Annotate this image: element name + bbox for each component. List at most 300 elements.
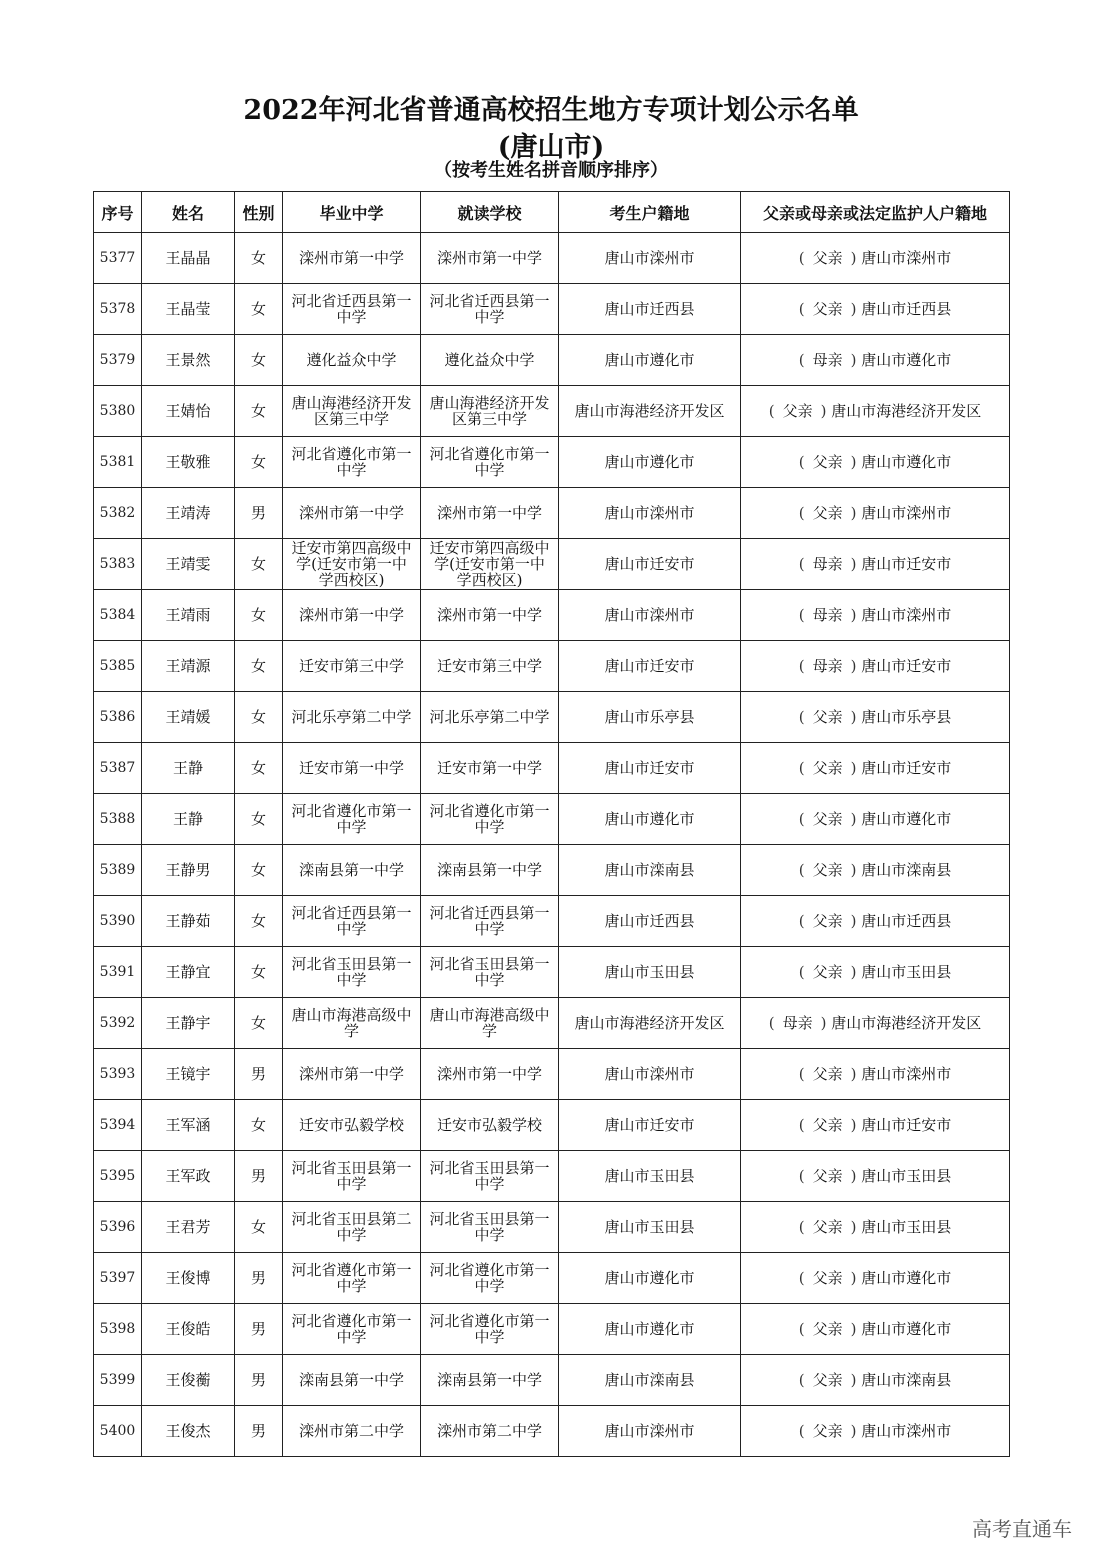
guardian-relation: 父亲: [812, 1218, 843, 1236]
cell-no: 5394: [94, 1100, 142, 1151]
paren-close: ): [850, 810, 857, 828]
paren-close: ): [850, 1269, 857, 1287]
cell-guardian: [741, 386, 1010, 437]
cell-name: 王军政: [142, 1151, 235, 1202]
cell-guardian: [741, 998, 1010, 1049]
header-guardian-hukou: 父亲或母亲或法定监护人户籍地: [741, 192, 1010, 233]
cell-gender: 女: [235, 998, 283, 1049]
guardian-relation: 父亲: [812, 810, 843, 828]
paren-close: ): [820, 402, 827, 420]
cell-guardian: [741, 284, 1010, 335]
cell-name: 王靖雨: [142, 590, 235, 641]
header-grad-school: 毕业中学: [283, 192, 421, 233]
cell-current-school: 河北省遵化市第一中学: [421, 1253, 559, 1304]
paren-close: ): [850, 1320, 857, 1338]
paren-open: (: [798, 810, 805, 828]
cell-hukou: 唐山市遵化市: [559, 794, 741, 845]
cell-no: 5388: [94, 794, 142, 845]
guardian-hukou: 唐山市海港经济开发区: [831, 1014, 982, 1032]
guardian-relation: 父亲: [812, 1065, 843, 1083]
table-row: [94, 998, 1010, 1049]
paren-close: ): [850, 249, 857, 267]
cell-no: 5377: [94, 233, 142, 284]
cell-hukou: 唐山市滦州市: [559, 1406, 741, 1457]
cell-current-school: 滦州市第一中学: [421, 1049, 559, 1100]
guardian-hukou: 唐山市海港经济开发区: [831, 402, 982, 420]
cell-gender: 男: [235, 1406, 283, 1457]
table-row: [94, 539, 1010, 590]
cell-name: 王靖媛: [142, 692, 235, 743]
header-row: [94, 192, 1010, 233]
cell-grad-school: 滦州市第一中学: [283, 488, 421, 539]
table-row: [94, 386, 1010, 437]
cell-hukou: 唐山市遵化市: [559, 437, 741, 488]
header-no: 序号: [94, 192, 142, 233]
table-row: [94, 1253, 1010, 1304]
paren-close: ): [850, 1116, 857, 1134]
guardian-relation: 母亲: [812, 606, 843, 624]
cell-hukou: 唐山市迁西县: [559, 284, 741, 335]
cell-current-school: 滦南县第一中学: [421, 845, 559, 896]
cell-hukou: 唐山市遵化市: [559, 335, 741, 386]
paren-open: (: [798, 300, 805, 318]
cell-gender: 女: [235, 1100, 283, 1151]
cell-guardian: [741, 641, 1010, 692]
guardian-relation: 父亲: [782, 402, 813, 420]
cell-grad-school: 河北省玉田县第一中学: [283, 1151, 421, 1202]
cell-hukou: 唐山市迁安市: [559, 743, 741, 794]
cell-guardian: [741, 1100, 1010, 1151]
table-row: [94, 1100, 1010, 1151]
cell-guardian: [741, 692, 1010, 743]
cell-hukou: 唐山市滦州市: [559, 233, 741, 284]
cell-current-school: 遵化益众中学: [421, 335, 559, 386]
cell-current-school: 唐山市海港高级中学: [421, 998, 559, 1049]
paren-close: ): [850, 861, 857, 879]
paren-close: ): [820, 1014, 827, 1032]
cell-no: 5383: [94, 539, 142, 590]
paren-close: ): [850, 1167, 857, 1185]
cell-grad-school: 河北乐亭第二中学: [283, 692, 421, 743]
cell-name: 王君芳: [142, 1202, 235, 1253]
cell-no: 5393: [94, 1049, 142, 1100]
cell-grad-school: 滦南县第一中学: [283, 845, 421, 896]
table-row: [94, 794, 1010, 845]
cell-gender: 女: [235, 233, 283, 284]
cell-hukou: 唐山市遵化市: [559, 1304, 741, 1355]
cell-no: 5380: [94, 386, 142, 437]
guardian-relation: 父亲: [812, 1320, 843, 1338]
cell-gender: 女: [235, 335, 283, 386]
paren-close: ): [850, 1422, 857, 1440]
cell-guardian: [741, 488, 1010, 539]
table-row: [94, 743, 1010, 794]
cell-name: 王静宜: [142, 947, 235, 998]
cell-current-school: 河北乐亭第二中学: [421, 692, 559, 743]
cell-hukou: 唐山市滦南县: [559, 1355, 741, 1406]
cell-no: 5384: [94, 590, 142, 641]
cell-guardian: [741, 233, 1010, 284]
cell-no: 5387: [94, 743, 142, 794]
cell-current-school: 河北省迁西县第一中学: [421, 284, 559, 335]
cell-grad-school: 河北省遵化市第一中学: [283, 1253, 421, 1304]
cell-grad-school: 迁安市第四高级中学(迁安市第一中学西校区): [283, 539, 421, 590]
cell-guardian: [741, 1253, 1010, 1304]
paren-open: (: [798, 1116, 805, 1134]
cell-guardian: [741, 896, 1010, 947]
cell-grad-school: 滦南县第一中学: [283, 1355, 421, 1406]
cell-current-school: 滦州市第一中学: [421, 488, 559, 539]
guardian-relation: 父亲: [812, 1116, 843, 1134]
cell-gender: 女: [235, 284, 283, 335]
cell-grad-school: 唐山市海港高级中学: [283, 998, 421, 1049]
guardian-relation: 父亲: [812, 963, 843, 981]
cell-no: 5391: [94, 947, 142, 998]
guardian-relation: 父亲: [812, 1269, 843, 1287]
cell-no: 5397: [94, 1253, 142, 1304]
cell-gender: 男: [235, 488, 283, 539]
cell-no: 5389: [94, 845, 142, 896]
guardian-hukou: 唐山市玉田县: [861, 1167, 952, 1185]
document-subtitle: (唐山市): [497, 132, 605, 163]
table-row: [94, 233, 1010, 284]
cell-hukou: 唐山市迁安市: [559, 641, 741, 692]
cell-grad-school: 河北省遵化市第一中学: [283, 437, 421, 488]
table-row: [94, 896, 1010, 947]
table-row: [94, 1355, 1010, 1406]
paren-close: ): [850, 606, 857, 624]
guardian-relation: 母亲: [812, 351, 843, 369]
sort-note: （按考生姓名拼音顺序排序）: [434, 160, 668, 181]
cell-guardian: [741, 335, 1010, 386]
cell-current-school: 迁安市第四高级中学(迁安市第一中学西校区): [421, 539, 559, 590]
paren-close: ): [850, 912, 857, 930]
table-row: [94, 641, 1010, 692]
cell-grad-school: 河北省遵化市第一中学: [283, 1304, 421, 1355]
cell-hukou: 唐山市滦州市: [559, 1049, 741, 1100]
guardian-hukou: 唐山市迁安市: [861, 1116, 952, 1134]
guardian-hukou: 唐山市滦州市: [861, 249, 952, 267]
cell-guardian: [741, 1304, 1010, 1355]
cell-gender: 女: [235, 743, 283, 794]
cell-gender: 男: [235, 1355, 283, 1406]
cell-no: 5396: [94, 1202, 142, 1253]
cell-current-school: 河北省玉田县第一中学: [421, 1151, 559, 1202]
paren-open: (: [798, 453, 805, 471]
cell-gender: 女: [235, 539, 283, 590]
cell-name: 王静宇: [142, 998, 235, 1049]
paren-open: (: [798, 351, 805, 369]
cell-name: 王静男: [142, 845, 235, 896]
cell-gender: 男: [235, 1151, 283, 1202]
guardian-relation: 母亲: [812, 657, 843, 675]
cell-guardian: [741, 437, 1010, 488]
cell-guardian: [741, 1151, 1010, 1202]
cell-name: 王靖涛: [142, 488, 235, 539]
cell-hukou: 唐山市滦州市: [559, 488, 741, 539]
cell-guardian: [741, 1202, 1010, 1253]
cell-name: 王靖雯: [142, 539, 235, 590]
guardian-hukou: 唐山市玉田县: [861, 1218, 952, 1236]
cell-current-school: 河北省迁西县第一中学: [421, 896, 559, 947]
cell-gender: 女: [235, 692, 283, 743]
cell-current-school: 河北省玉田县第一中学: [421, 1202, 559, 1253]
cell-grad-school: 河北省玉田县第二中学: [283, 1202, 421, 1253]
cell-no: 5378: [94, 284, 142, 335]
cell-hukou: 唐山市迁安市: [559, 539, 741, 590]
roster-table: [93, 191, 1010, 1457]
cell-current-school: 河北省玉田县第一中学: [421, 947, 559, 998]
paren-open: (: [798, 1371, 805, 1389]
cell-guardian: [741, 845, 1010, 896]
document-title: 2022年河北省普通高校招生地方专项计划公示名单: [243, 95, 859, 126]
guardian-hukou: 唐山市迁西县: [861, 912, 952, 930]
cell-gender: 女: [235, 437, 283, 488]
cell-current-school: 河北省遵化市第一中学: [421, 1304, 559, 1355]
watermark: 高考直通车: [972, 1517, 1072, 1541]
roster-body: [94, 233, 1010, 1457]
cell-gender: 女: [235, 794, 283, 845]
paren-open: (: [798, 1269, 805, 1287]
paren-close: ): [850, 1218, 857, 1236]
cell-current-school: 迁安市弘毅学校: [421, 1100, 559, 1151]
cell-no: 5400: [94, 1406, 142, 1457]
paren-open: (: [798, 1065, 805, 1083]
cell-hukou: 唐山市玉田县: [559, 1202, 741, 1253]
cell-name: 王晶晶: [142, 233, 235, 284]
cell-no: 5392: [94, 998, 142, 1049]
paren-close: ): [850, 759, 857, 777]
cell-no: 5381: [94, 437, 142, 488]
guardian-hukou: 唐山市迁安市: [861, 657, 952, 675]
paren-close: ): [850, 963, 857, 981]
paren-open: (: [798, 504, 805, 522]
cell-no: 5385: [94, 641, 142, 692]
guardian-relation: 父亲: [812, 1422, 843, 1440]
cell-grad-school: 河北省迁西县第一中学: [283, 896, 421, 947]
table-row: [94, 692, 1010, 743]
cell-current-school: 滦州市第一中学: [421, 233, 559, 284]
guardian-hukou: 唐山市滦州市: [861, 606, 952, 624]
cell-guardian: [741, 1049, 1010, 1100]
cell-guardian: [741, 947, 1010, 998]
guardian-hukou: 唐山市遵化市: [861, 351, 952, 369]
cell-current-school: 滦南县第一中学: [421, 1355, 559, 1406]
guardian-hukou: 唐山市迁安市: [861, 759, 952, 777]
guardian-relation: 母亲: [782, 1014, 813, 1032]
cell-guardian: [741, 743, 1010, 794]
table-row: [94, 488, 1010, 539]
cell-hukou: 唐山市玉田县: [559, 947, 741, 998]
cell-grad-school: 遵化益众中学: [283, 335, 421, 386]
cell-no: 5379: [94, 335, 142, 386]
cell-no: 5390: [94, 896, 142, 947]
cell-gender: 女: [235, 896, 283, 947]
table-row: [94, 1406, 1010, 1457]
cell-grad-school: 河北省玉田县第一中学: [283, 947, 421, 998]
cell-guardian: [741, 539, 1010, 590]
header-hukou: 考生户籍地: [559, 192, 741, 233]
paren-open: (: [798, 861, 805, 879]
cell-hukou: 唐山市滦南县: [559, 845, 741, 896]
guardian-relation: 父亲: [812, 861, 843, 879]
cell-grad-school: 迁安市弘毅学校: [283, 1100, 421, 1151]
cell-name: 王婧怡: [142, 386, 235, 437]
cell-current-school: 滦州市第一中学: [421, 590, 559, 641]
cell-no: 5395: [94, 1151, 142, 1202]
cell-grad-school: 迁安市第一中学: [283, 743, 421, 794]
guardian-relation: 父亲: [812, 1371, 843, 1389]
cell-guardian: [741, 590, 1010, 641]
cell-grad-school: 滦州市第一中学: [283, 1049, 421, 1100]
cell-gender: 男: [235, 1253, 283, 1304]
guardian-relation: 父亲: [812, 453, 843, 471]
paren-open: (: [798, 708, 805, 726]
paren-open: (: [798, 657, 805, 675]
cell-no: 5382: [94, 488, 142, 539]
cell-grad-school: 迁安市第三中学: [283, 641, 421, 692]
cell-name: 王静: [142, 743, 235, 794]
guardian-hukou: 唐山市乐亭县: [861, 708, 952, 726]
cell-name: 王静: [142, 794, 235, 845]
guardian-hukou: 唐山市玉田县: [861, 963, 952, 981]
paren-open: (: [798, 249, 805, 267]
cell-grad-school: 唐山海港经济开发区第三中学: [283, 386, 421, 437]
guardian-relation: 母亲: [812, 555, 843, 573]
header-gender: 性别: [235, 192, 283, 233]
guardian-hukou: 唐山市遵化市: [861, 1269, 952, 1287]
header-current-school: 就读学校: [421, 192, 559, 233]
paren-open: (: [798, 1422, 805, 1440]
cell-hukou: 唐山市海港经济开发区: [559, 998, 741, 1049]
cell-current-school: 唐山海港经济开发区第三中学: [421, 386, 559, 437]
cell-name: 王靖源: [142, 641, 235, 692]
cell-gender: 女: [235, 1202, 283, 1253]
guardian-relation: 父亲: [812, 300, 843, 318]
paren-open: (: [798, 606, 805, 624]
paren-open: (: [798, 555, 805, 573]
table-row: [94, 437, 1010, 488]
cell-gender: 男: [235, 1049, 283, 1100]
guardian-hukou: 唐山市遵化市: [861, 1320, 952, 1338]
guardian-hukou: 唐山市滦州市: [861, 504, 952, 522]
cell-name: 王俊蘅: [142, 1355, 235, 1406]
paren-open: (: [798, 1167, 805, 1185]
cell-gender: 女: [235, 590, 283, 641]
paren-close: ): [850, 708, 857, 726]
table-row: [94, 1049, 1010, 1100]
paren-close: ): [850, 351, 857, 369]
guardian-relation: 父亲: [812, 912, 843, 930]
paren-close: ): [850, 300, 857, 318]
cell-hukou: 唐山市遵化市: [559, 1253, 741, 1304]
cell-name: 王静茹: [142, 896, 235, 947]
cell-name: 王镜宇: [142, 1049, 235, 1100]
guardian-relation: 父亲: [812, 708, 843, 726]
cell-no: 5399: [94, 1355, 142, 1406]
cell-name: 王景然: [142, 335, 235, 386]
cell-name: 王军涵: [142, 1100, 235, 1151]
cell-grad-school: 滦州市第二中学: [283, 1406, 421, 1457]
paren-open: (: [798, 759, 805, 777]
paren-open: (: [798, 1320, 805, 1338]
table-row: [94, 590, 1010, 641]
guardian-hukou: 唐山市滦南县: [861, 1371, 952, 1389]
cell-name: 王敬雅: [142, 437, 235, 488]
cell-current-school: 河北省遵化市第一中学: [421, 437, 559, 488]
cell-current-school: 迁安市第三中学: [421, 641, 559, 692]
cell-hukou: 唐山市玉田县: [559, 1151, 741, 1202]
cell-grad-school: 滦州市第一中学: [283, 233, 421, 284]
cell-current-school: 迁安市第一中学: [421, 743, 559, 794]
cell-hukou: 唐山市迁西县: [559, 896, 741, 947]
cell-gender: 女: [235, 947, 283, 998]
cell-no: 5386: [94, 692, 142, 743]
paren-open: (: [768, 402, 775, 420]
cell-current-school: 河北省遵化市第一中学: [421, 794, 559, 845]
cell-guardian: [741, 1406, 1010, 1457]
cell-hukou: 唐山市滦州市: [559, 590, 741, 641]
cell-current-school: 滦州市第二中学: [421, 1406, 559, 1457]
table-row: [94, 1304, 1010, 1355]
table-row: [94, 947, 1010, 998]
cell-gender: 男: [235, 1304, 283, 1355]
cell-hukou: 唐山市海港经济开发区: [559, 386, 741, 437]
table-row: [94, 1151, 1010, 1202]
cell-grad-school: 滦州市第一中学: [283, 590, 421, 641]
cell-gender: 女: [235, 641, 283, 692]
paren-close: ): [850, 1371, 857, 1389]
guardian-hukou: 唐山市滦南县: [861, 861, 952, 879]
paren-close: ): [850, 555, 857, 573]
guardian-relation: 父亲: [812, 759, 843, 777]
header-name: 姓名: [142, 192, 235, 233]
cell-gender: 女: [235, 845, 283, 896]
guardian-relation: 父亲: [812, 249, 843, 267]
paren-close: ): [850, 504, 857, 522]
table-row: [94, 284, 1010, 335]
guardian-relation: 父亲: [812, 1167, 843, 1185]
guardian-relation: 父亲: [812, 504, 843, 522]
paren-open: (: [798, 912, 805, 930]
paren-open: (: [768, 1014, 775, 1032]
cell-hukou: 唐山市乐亭县: [559, 692, 741, 743]
cell-grad-school: 河北省迁西县第一中学: [283, 284, 421, 335]
paren-open: (: [798, 1218, 805, 1236]
cell-hukou: 唐山市迁安市: [559, 1100, 741, 1151]
table-row: [94, 845, 1010, 896]
guardian-hukou: 唐山市迁安市: [861, 555, 952, 573]
guardian-hukou: 唐山市遵化市: [861, 810, 952, 828]
cell-grad-school: 河北省遵化市第一中学: [283, 794, 421, 845]
cell-guardian: [741, 1355, 1010, 1406]
guardian-hukou: 唐山市滦州市: [861, 1422, 952, 1440]
guardian-hukou: 唐山市遵化市: [861, 453, 952, 471]
cell-no: 5398: [94, 1304, 142, 1355]
paren-open: (: [798, 963, 805, 981]
cell-name: 王俊博: [142, 1253, 235, 1304]
cell-name: 王晶莹: [142, 284, 235, 335]
paren-close: ): [850, 453, 857, 471]
cell-name: 王俊皓: [142, 1304, 235, 1355]
table-row: [94, 335, 1010, 386]
guardian-hukou: 唐山市滦州市: [861, 1065, 952, 1083]
guardian-hukou: 唐山市迁西县: [861, 300, 952, 318]
cell-guardian: [741, 794, 1010, 845]
table-row: [94, 1202, 1010, 1253]
cell-name: 王俊杰: [142, 1406, 235, 1457]
paren-close: ): [850, 1065, 857, 1083]
